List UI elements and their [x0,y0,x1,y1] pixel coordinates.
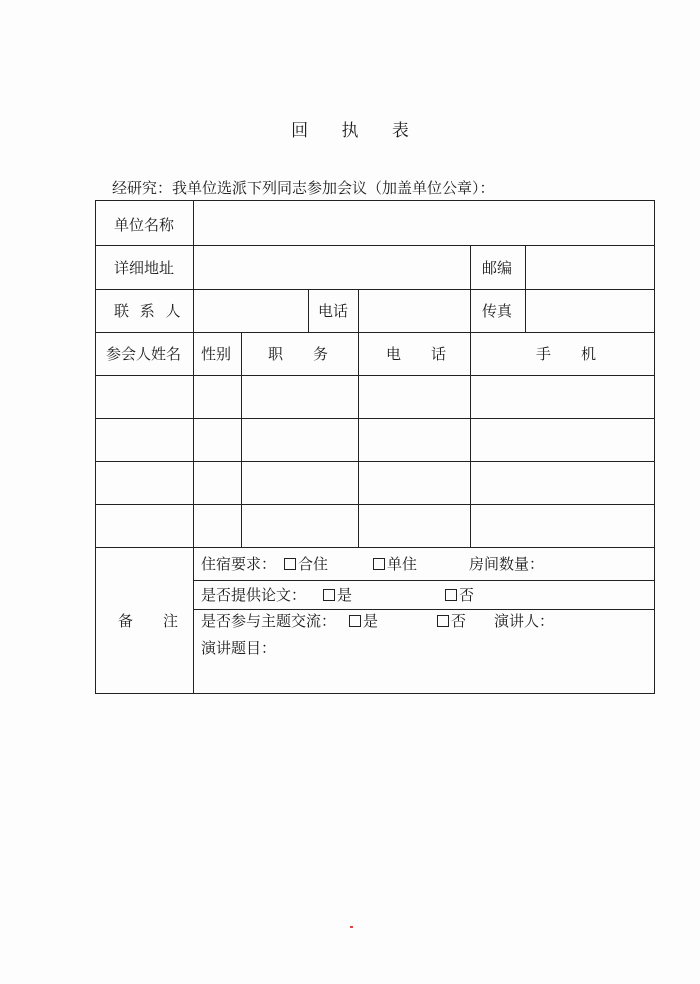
attendee-row[interactable] [96,419,654,461]
col-divider [525,245,526,332]
phone-field[interactable] [360,290,469,331]
col-divider [470,245,471,332]
phone-label: 电话 [318,302,349,320]
paper-option-no[interactable] [445,586,474,604]
remarks-label: 备 注 [118,612,179,630]
paper-option-yes[interactable] [323,586,352,604]
topic-label: 演讲题目： [201,639,277,657]
room-count-field[interactable] [546,551,646,577]
ink-speck [350,926,353,928]
unit-name-field[interactable] [195,202,653,244]
contact-label: 联 系 人 [114,302,184,320]
page-title: 回 执 表 [291,121,423,141]
remarks-divider [193,580,654,581]
room-count-label: 房间数量： [469,555,545,573]
checkbox-icon[interactable] [445,589,457,601]
topic-field[interactable] [276,637,646,687]
attendee-row[interactable] [96,505,654,547]
paper-label: 是否提供论文： [201,586,307,604]
contact-field[interactable] [195,290,307,331]
speaker-field[interactable] [554,610,650,634]
option-label: 否 [459,586,475,604]
attendee-name-header: 参会人姓名 [106,345,182,363]
option-label: 单住 [387,555,418,573]
address-field[interactable] [195,246,469,288]
attendee-row[interactable] [96,376,654,418]
postcode-label: 邮编 [482,259,513,277]
postcode-field[interactable] [527,246,653,288]
fax-label: 传真 [482,302,513,320]
attendee-row[interactable] [96,462,654,504]
speaker-label: 演讲人： [494,612,555,630]
row-divider [96,332,654,333]
exchange-label: 是否参与主题交流： [201,612,337,630]
exchange-option-yes[interactable] [349,612,378,630]
option-label: 合住 [298,555,329,573]
col-divider [308,289,309,332]
checkbox-icon[interactable] [349,615,361,627]
accommodation-label: 住宿要求： [201,555,277,573]
unit-name-label: 单位名称 [114,216,175,234]
mobile-header: 手 机 [536,345,597,363]
intro-statement: 经研究：我单位选派下列同志参加会议（加盖单位公章）： [112,179,495,197]
exchange-option-no[interactable] [437,612,466,630]
checkbox-icon[interactable] [323,589,335,601]
accommodation-option-single[interactable] [373,555,417,573]
checkbox-icon[interactable] [373,558,385,570]
accommodation-option-shared[interactable] [284,555,328,573]
receipt-form-table [95,200,655,694]
row-divider [96,547,654,548]
gender-header: 性别 [201,345,232,363]
option-label: 是 [337,586,353,604]
position-header: 职 务 [268,345,329,363]
fax-field[interactable] [527,290,653,331]
option-label: 否 [451,612,467,630]
checkbox-icon[interactable] [437,615,449,627]
option-label: 是 [363,612,379,630]
checkbox-icon[interactable] [284,558,296,570]
phone-header: 电 话 [386,345,447,363]
address-label: 详细地址 [114,259,175,277]
